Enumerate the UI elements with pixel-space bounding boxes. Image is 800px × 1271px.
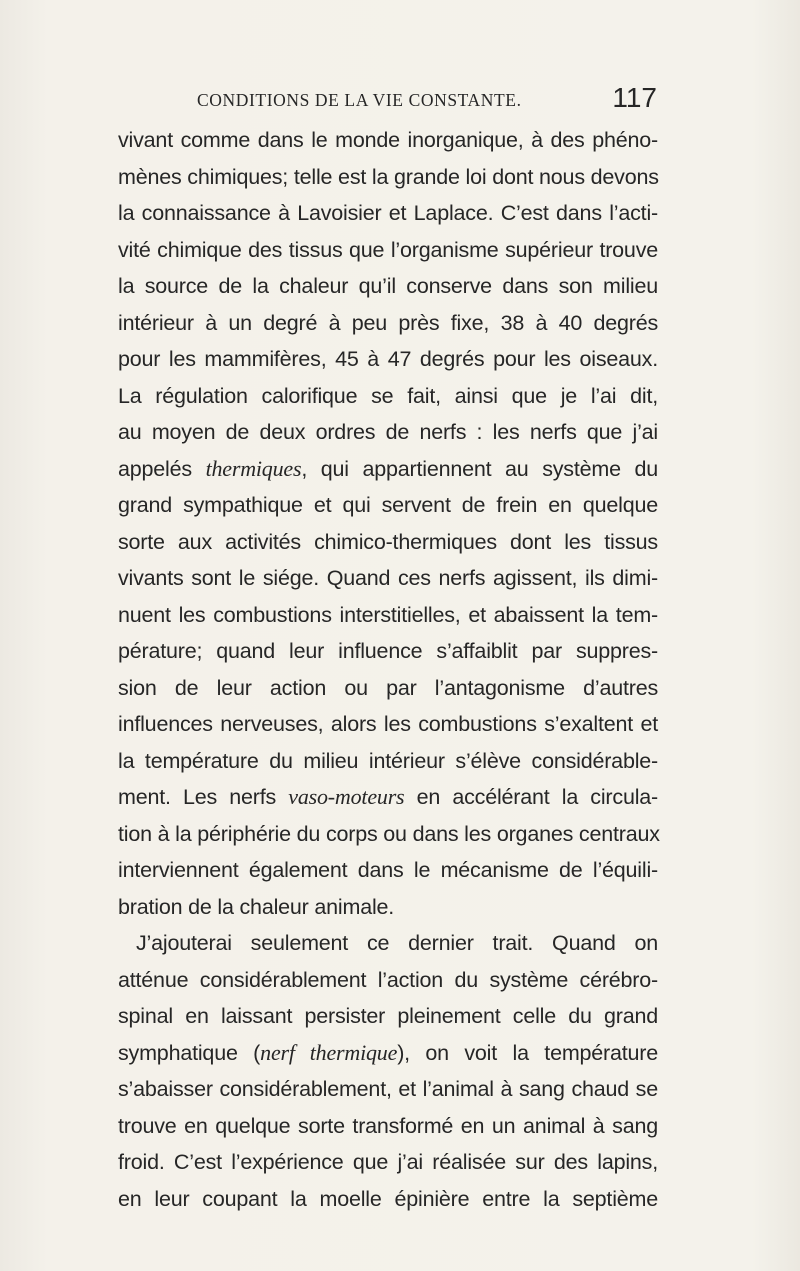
text-segment: appelés	[118, 456, 206, 481]
text-line	[118, 889, 658, 926]
text-segment: grand sympathique et qui servent de frein en quelque	[118, 493, 658, 517]
text-segment: trouve en quelque sorte transformé en un animal à sang	[118, 1113, 658, 1138]
text-line	[118, 451, 658, 488]
text-segment: bration de la chaleur animale.	[118, 894, 395, 919]
text-segment: vité chimique des tissus que l’organisme supérieur trouve	[118, 237, 658, 262]
text-line	[118, 305, 658, 342]
text-line	[118, 560, 658, 597]
text-segment: au moyen de deux ordres de nerfs : les nerfs que j’ai	[118, 420, 658, 444]
italic-term: nerf thermique	[260, 1039, 398, 1065]
text-segment: atténue considérablement l’action du système cérébro-	[118, 967, 658, 992]
text-line	[118, 232, 658, 269]
text-segment: pérature; quand leur influence s’affaiblit par suppres-	[118, 639, 658, 663]
text-segment: J’ajouterai seulement ce dernier trait. Quand on	[136, 931, 658, 955]
text-segment: vivant comme dans le monde inorganique, à des phéno-	[118, 128, 658, 152]
italic-term: vaso-moteurs	[288, 784, 405, 809]
text-segment: spinal en laissant persister pleinement celle du grand	[118, 1004, 658, 1028]
text-line	[118, 341, 658, 378]
text-segment: mènes chimiques; telle est la grande loi dont nous devons	[118, 164, 659, 189]
text-line	[118, 925, 658, 962]
text-segment: symphatique (	[118, 1040, 261, 1065]
page-header	[197, 82, 657, 116]
text-line	[118, 816, 658, 853]
text-line	[118, 122, 658, 159]
text-line	[118, 414, 658, 451]
text-segment: sion de leur action ou par l’antagonisme d’autres	[118, 675, 658, 700]
text-segment: intérieur à un degré à peu près fixe, 38 à 40 degrés	[118, 310, 658, 335]
running-title: CONDITIONS DE LA VIE CONSTANTE.	[197, 90, 522, 110]
text-segment: froid. C’est l’expérience que j’ai réalisée sur des lapins,	[118, 1150, 658, 1174]
text-line	[118, 487, 658, 524]
text-line	[118, 670, 658, 707]
text-segment: , qui appartiennent au système du	[301, 456, 658, 481]
text-segment: la connaissance à Lavoisier et Laplace. C’est dans l’acti-	[118, 201, 658, 225]
text-segment: s’abaisser considérablement, et l’animal à sang chaud se	[118, 1077, 658, 1101]
text-line	[118, 779, 658, 816]
text-segment: en leur coupant la moelle épinière entre la septième	[118, 1186, 658, 1211]
text-segment: sorte aux activités chimico-thermiques dont les tissus	[118, 529, 658, 554]
text-segment: nuent les combustions interstitielles, et abaissent la tem-	[118, 602, 658, 627]
text-segment: influences nerveuses, alors les combustions s’exaltent et	[118, 712, 658, 736]
text-line	[118, 633, 658, 670]
text-line	[118, 268, 658, 305]
text-segment: ), on voit la température	[397, 1040, 659, 1065]
text-line	[118, 1181, 658, 1218]
text-line	[118, 1144, 658, 1181]
text-segment: tion à la périphérie du corps ou dans les organes centraux	[118, 821, 660, 846]
text-line	[118, 706, 658, 743]
text-line	[118, 378, 658, 415]
text-line	[118, 1035, 658, 1072]
body-text	[118, 122, 658, 1217]
text-segment: interviennent également dans le mécanisme de l’équili-	[118, 858, 658, 882]
text-line	[118, 159, 658, 196]
page-number: 117	[612, 82, 657, 113]
text-segment: ment. Les nerfs	[118, 785, 289, 809]
text-segment: La régulation calorifique se fait, ainsi que je l’ai dit,	[118, 383, 658, 408]
text-line	[118, 743, 658, 780]
text-line	[118, 195, 658, 232]
text-line	[118, 524, 658, 561]
text-segment: la source de la chaleur qu’il conserve dans son milieu	[118, 274, 658, 298]
text-line	[118, 852, 658, 889]
text-line	[118, 998, 658, 1035]
text-segment: en accélérant la circula-	[404, 785, 658, 809]
text-segment: la température du milieu intérieur s’élève considérable-	[118, 748, 658, 773]
italic-term: thermiques	[205, 455, 302, 481]
text-line	[118, 962, 658, 999]
text-line	[118, 1071, 658, 1108]
text-segment: pour les mammifères, 45 à 47 degrés pour les oiseaux.	[118, 347, 658, 371]
text-segment: vivants sont le siége. Quand ces nerfs agissent, ils dimi-	[118, 566, 658, 590]
text-line	[118, 597, 658, 634]
text-line	[118, 1108, 658, 1145]
